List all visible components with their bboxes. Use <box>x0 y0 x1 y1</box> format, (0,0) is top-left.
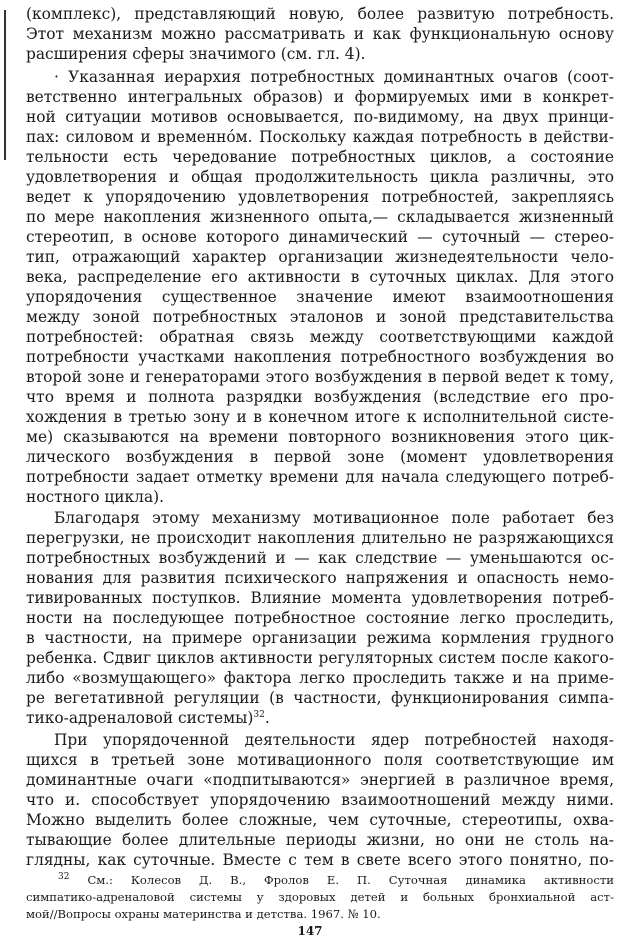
text-line: нования для развития психического напряжения и опасность немо- <box>26 569 614 587</box>
text-line: ветственно интегральных образов) и формируемых ими в конкрет- <box>26 88 614 106</box>
text-line: тельности есть чередование потребностных циклов, а состояние <box>26 148 614 166</box>
text-line: упорядочения существенное значение имеют взаимоотношения <box>26 288 614 306</box>
text-line: что время и полнота разрядки возбуждения (вследствие его про- <box>26 388 614 406</box>
text-line: лического возбуждения в первой зоне (момент удовлетворения <box>26 448 614 466</box>
footnote-number: 32 <box>58 872 70 883</box>
text-line: потребностей: обратная связь между соответствующими каждой <box>26 328 614 346</box>
text-line: ме) сказываются на времени повторного возникновения этого цик- <box>26 428 614 446</box>
text-line: пах: силовом и временно́м. Поскольку каждая потребность в действи- <box>26 128 614 146</box>
footnote-ref[interactable]: 32 <box>253 709 265 720</box>
text-line: тип, отражающий характер организации жизнедеятельности чело- <box>26 248 614 266</box>
text-line: ностного цикла). <box>26 488 165 506</box>
text-line: доминантные очаги «подпитываются» энергией в различное время, <box>26 771 614 789</box>
text-line: между зоной потребностных эталонов и зоной представительства <box>26 308 614 326</box>
text-line: ребенка. Сдвиг циклов активности регуляторных систем после какого- <box>26 649 614 667</box>
margin-pencil-mark <box>4 10 6 160</box>
text-line: (комплекс), представляющий новую, более развитую потребность. <box>26 5 614 23</box>
text-line: ной ситуации мотивов основывается, по-видимому, на двух принци- <box>26 108 614 126</box>
text-line: века, распределение его активности в суточных циклах. Для этого <box>26 268 614 286</box>
text-line: Этот механизм можно рассматривать и как функциональную основу <box>26 25 614 43</box>
text-span: тико-адреналовой системы) <box>26 709 254 727</box>
text-line: либо «возмущающего» фактора легко проследить также и на приме- <box>26 669 614 687</box>
text-line: в частности, на примере организации режима кормления грудного <box>26 629 614 647</box>
footnote-line <box>58 872 614 889</box>
period: . <box>264 709 270 727</box>
text-line: расширения сферы значимого (см. гл. 4). <box>26 45 366 63</box>
text-line: Можно выделить более сложные, чем суточные, стереотипы, охва- <box>26 811 614 829</box>
text-line: потребности участками накопления потребностного возбуждения во <box>26 348 614 366</box>
text-line: второй зоне и генераторами этого возбуждения в первой ведет к тому, <box>26 368 614 386</box>
text-line: стереотип, в основе которого динамический — суточный — стерео- <box>26 228 614 246</box>
text-line: потребности задает отметку времени для начала следующего потреб- <box>26 468 614 486</box>
text-line: ведет к упорядочению удовлетворения потребностей, закрепляясь <box>26 188 614 206</box>
footnote-text: См.: Колесов Д. В., Фролов Е. П. Суточная динамика активности <box>87 873 615 887</box>
text-line: удовлетворения и общая продолжительность цикла различны, это <box>26 168 614 186</box>
text-line: по мере накопления жизненного опыта,— складывается жизненный <box>26 208 614 226</box>
footnote-line: симпатико-адреналовой системы у здоровых детей и больных бронхиальной аст- <box>26 890 614 904</box>
text-line: щихся в третьей зоне мотивационного поля соответствующие им <box>26 751 614 769</box>
text-line <box>26 708 614 728</box>
text-line: При упорядоченной деятельности ядер потребностей находя- <box>54 731 614 749</box>
text-line: перегрузки, не происходит накопления длительно не разряжающихся <box>26 529 614 547</box>
text-line: тывающие более длительные периоды жизни, но они не столь на- <box>26 831 614 849</box>
text-line: Благодаря этому механизму мотивационное поле работает без <box>54 509 614 527</box>
text-line: · Указанная иерархия потребностных доминантных очагов (соот- <box>54 68 614 86</box>
text-line: ре вегетативной регуляции (в частности, функционирования симпа- <box>26 689 614 707</box>
text-line: ности на последующее потребностное состояние легко проследить, <box>26 609 614 627</box>
text-line: потребностных возбуждений и — как следствие — уменьшаются ос- <box>26 549 614 567</box>
text-line: глядны, как суточные. Вместе с тем в свете всего этого понятно, по- <box>26 851 614 869</box>
text-line: тивированных поступков. Влияние момента удовлетворения потреб- <box>26 589 614 607</box>
text-line: хождения в третью зону и в конечном итоге к исполнительной систе- <box>26 408 614 426</box>
text-line: что и. способствует упорядочению взаимоотношений между ними. <box>26 791 614 809</box>
footnote-line: мой//Вопросы охраны материнства и детства. 1967. № 10. <box>26 907 381 921</box>
page-number: 147 <box>297 924 323 938</box>
